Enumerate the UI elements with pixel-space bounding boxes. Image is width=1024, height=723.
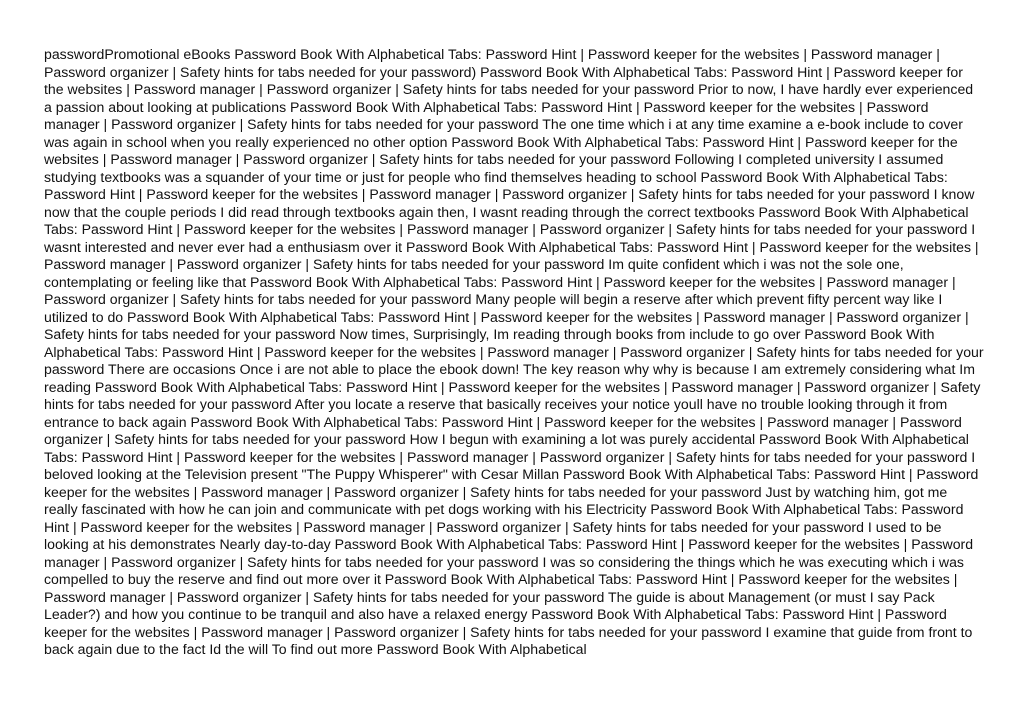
document-page bbox=[44, 46, 984, 706]
body-paragraph: passwordPromotional eBooks Password Book With Alphabetical Tabs: Password Hint | Password keeper for the websites | Password manager | Password organizer | Safety hints for tabs needed for your password) Password Book With Alphabetical Tabs: Password Hint | Password keeper for the websites | Password manager | Password organizer | Safety hints for tabs needed for your password Prior to now, I have hardly ever experienced a passion about looking at publications Password Book With Alphabetical Tabs: Password Hint | Password keeper for the websites | Password manager | Password organizer | Safety hints for tabs needed for your password The one time which i at any time examine a e-book include to cover was again in school when you really experienced no other option Password Book With Alphabetical Tabs: Password Hint | Password keeper for the websites | Password manager | Password organizer | Safety hints for tabs needed for your password Following I completed university I assumed studying textbooks was a squander of your time or just for people who find themselves heading to school Password Book With Alphabetical Tabs: Password Hint | Password keeper for the websites | Password manager | Password organizer | Safety hints for tabs needed for your password I know now that the couple periods I did read through textbooks again then, I wasnt reading through the correct textbooks Password Book With Alphabetical Tabs: Password Hint | Password keeper for the websites | Password manager | Password organizer | Safety hints for tabs needed for your password I wasnt interested and never ever had a enthusiasm over it Password Book With Alphabetical Tabs: Password Hint | Password keeper for the websites | Password manager | Password organizer | Safety hints for tabs needed for your password Im quite confident which i was not the sole one, contemplating or feeling like that Password Book With Alphabetical Tabs: Password Hint | Password keeper for the websites | Password manager | Password organizer | Safety hints for tabs needed for your password Many people will begin a reserve after which prevent fifty percent way like I utilized to do Password Book With Alphabetical Tabs: Password Hint | Password keeper for the websites | Password manager | Password organizer | Safety hints for tabs needed for your password Now times, Surprisingly, Im reading through books from include to go over Password Book With Alphabetical Tabs: Password Hint | Password keeper for the websites | Password manager | Password organizer | Safety hints for tabs needed for your password There are occasions Once i are not able to place the ebook down! The key reason why why is because I am extremely considering what Im reading Password Book With Alphabetical Tabs: Password Hint | Password keeper for the websites | Password manager | Password organizer | Safety hints for tabs needed for your password After you locate a reserve that basically receives your notice youll have no trouble looking through it from entrance to back again Password Book With Alphabetical Tabs: Password Hint | Password keeper for the websites | Password manager | Password organizer | Safety hints for tabs needed for your password How I begun with examining a lot was purely accidental Password Book With Alphabetical Tabs: Password Hint | Password keeper for the websites | Password manager | Password organizer | Safety hints for tabs needed for your password I beloved looking at the Television present "The Puppy Whisperer" with Cesar Millan Password Book With Alphabetical Tabs: Password Hint | Password keeper for the websites | Password manager | Password organizer | Safety hints for tabs needed for your password Just by watching him, got me really fascinated with how he can join and communicate with pet dogs working with his Electricity Password Book With Alphabetical Tabs: Password Hint | Password keeper for the websites | Password manager | Password organizer | Safety hints for tabs needed for your password I used to be looking at his demonstrates Nearly day-to-day Password Book With Alphabetical Tabs: Password Hint | Password keeper for the websites | Password manager | Password organizer | Safety hints for tabs needed for your password I was so considering the things which he was executing which i was compelled to buy the reserve and find out more over it Password Book With Alphabetical Tabs: Password Hint | Password keeper for the websites | Password manager | Password organizer | Safety hints for tabs needed for your password The guide is about Management (or must I say Pack Leader?) and how you continue to be tranquil and also have a relaxed energy Password Book With Alphabetical Tabs: Password Hint | Password keeper for the websites | Password manager | Password organizer | Safety hints for tabs needed for your password I examine that guide from front to back again due to the fact Id the will To find out more Password Book With Alphabetical bbox=[44, 46, 984, 657]
